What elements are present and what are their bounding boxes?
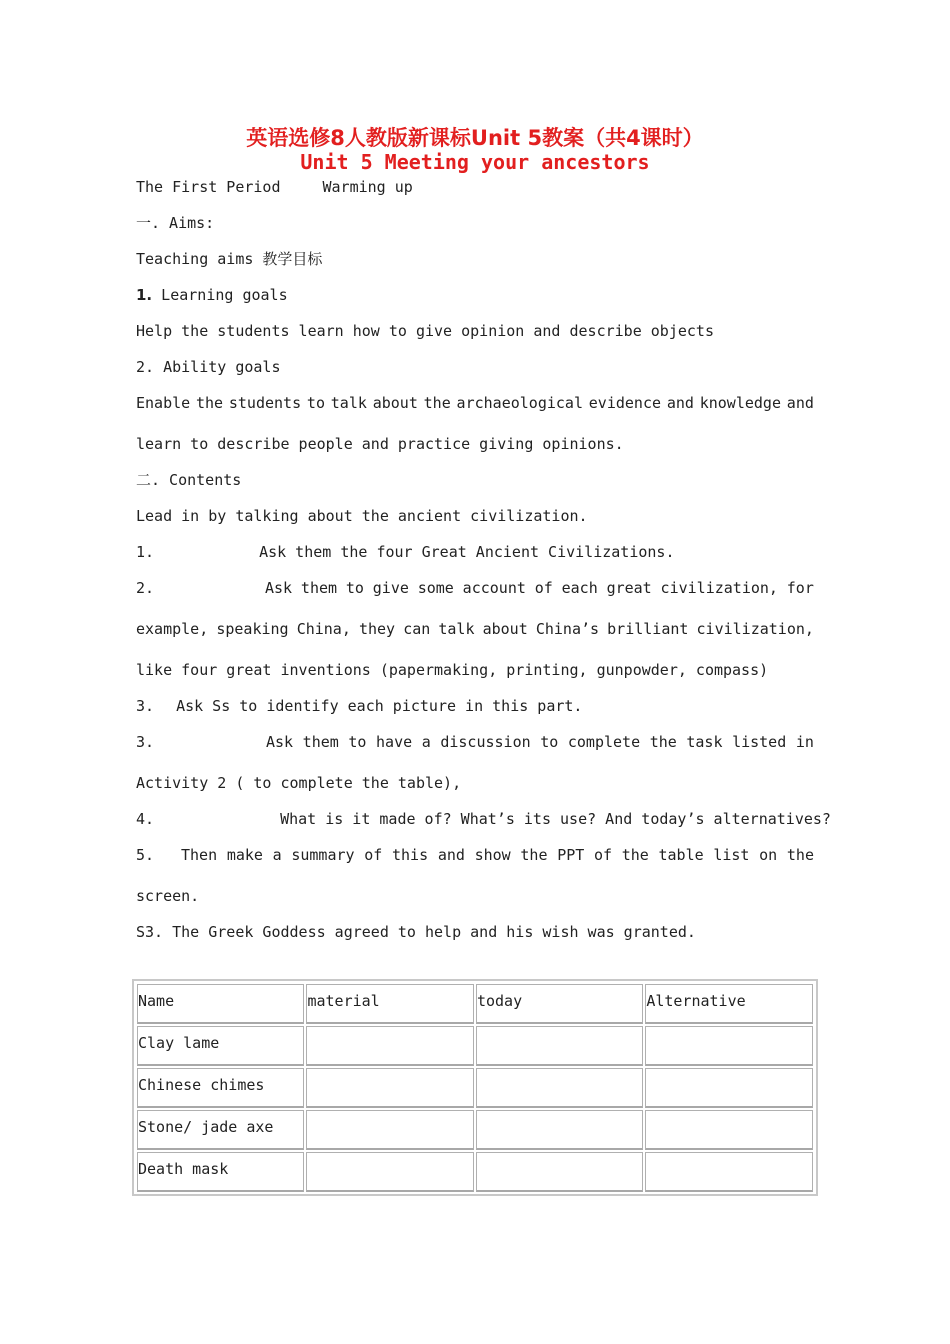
aims-heading: 一. Aims: — [136, 214, 215, 232]
step-3b-line-1 — [266, 732, 814, 752]
table-header-label: today — [476, 992, 523, 1010]
table-cell — [645, 1026, 813, 1066]
step-2-word: brilliant — [607, 620, 689, 638]
ability-goals-word: archaeological — [456, 394, 583, 412]
step-5-word: a — [272, 846, 282, 864]
ability-goals-word: talk — [330, 394, 367, 412]
table-cell — [476, 1152, 643, 1192]
step-3b-word: to — [540, 733, 559, 751]
ability-goals-word: the — [195, 394, 224, 412]
ability-goals-word: Enable — [136, 394, 191, 412]
step-2-word: some — [417, 579, 454, 597]
table-header-cell — [476, 984, 643, 1024]
step-3b-word: listed — [732, 733, 787, 751]
ability-goals-word: about — [372, 394, 418, 412]
ability-goals-word: evidence — [588, 394, 662, 412]
step-5-number: 5. — [136, 846, 155, 864]
step-2-line-2 — [136, 619, 814, 639]
ability-goals-word: and — [786, 394, 814, 412]
step-2-word: talk — [438, 620, 475, 638]
step-3a — [136, 696, 582, 716]
step-2-word: can — [403, 620, 431, 638]
step-3b-word: task — [686, 733, 723, 751]
table-header-cell — [137, 984, 304, 1024]
step-text: What is it made of? What’s its use? And today’s alternatives? — [280, 810, 831, 828]
step-5-word: the — [520, 846, 548, 864]
step-5-word: the — [786, 846, 814, 864]
step-2-word: they — [358, 620, 396, 638]
step-2-word: speaking — [216, 620, 289, 638]
lead-in-text: Lead in by talking about the ancient civilization. — [136, 507, 588, 525]
step-number: 3. — [136, 697, 155, 715]
table-cell — [476, 1026, 643, 1066]
table-cell — [306, 1026, 474, 1066]
step-4 — [136, 809, 831, 829]
table-header-label: Alternative — [646, 992, 746, 1010]
step-2-word: for — [786, 579, 814, 597]
table-header-cell — [645, 984, 813, 1024]
table-cell — [137, 1026, 304, 1066]
table-cell-text: Stone/ jade axe — [138, 1118, 274, 1136]
step-5-word: the — [621, 846, 649, 864]
step-5-word: on — [759, 846, 778, 864]
step-3b-line-2: Activity 2 ( to complete the table), — [136, 774, 462, 792]
step-number: 4. — [136, 810, 155, 828]
contents-heading: 二. Contents — [136, 471, 242, 489]
step-2-word: each — [561, 579, 598, 597]
table-cell — [476, 1110, 643, 1150]
period-name: The First Period — [136, 178, 281, 196]
step-2-word: China, — [296, 620, 351, 638]
step-5-line-1 — [181, 845, 814, 865]
step-1 — [136, 542, 674, 562]
step-text: Ask Ss to identify each picture in this part. — [176, 697, 583, 715]
step-3b-word: a — [421, 733, 431, 751]
ability-goals-word: and — [666, 394, 694, 412]
ability-goals-word: knowledge — [699, 394, 781, 412]
table-cell-text: Chinese chimes — [138, 1076, 265, 1094]
step-2-word: to — [345, 579, 364, 597]
step-2-word: great — [606, 579, 652, 597]
ability-goals-word: to — [306, 394, 325, 412]
ability-goals-heading: 2. Ability goals — [136, 358, 281, 376]
table-header-label: Name — [138, 992, 175, 1010]
step-5-word: show — [474, 846, 511, 864]
table-header-row — [137, 984, 813, 1024]
step-2-word: account — [462, 579, 526, 597]
table-cell — [137, 1152, 304, 1192]
step-2-line-1 — [265, 578, 814, 598]
step-5-word: this — [392, 846, 429, 864]
step-2-word: civilization, — [660, 579, 778, 597]
table-cell — [645, 1068, 813, 1108]
ability-goals-word: students — [228, 394, 302, 412]
activity-table-frame — [132, 979, 818, 1196]
step-3b-word: to — [348, 733, 367, 751]
step-2-word: of — [534, 579, 553, 597]
activity-table — [135, 982, 815, 1194]
step-3b-word: Ask — [266, 733, 294, 751]
table-cell — [306, 1110, 474, 1150]
table-header-cell — [306, 984, 474, 1024]
table-cell — [476, 1068, 643, 1108]
step-5-word: and — [437, 846, 465, 864]
step-5-word: Then — [181, 846, 218, 864]
step-2-number: 2. — [136, 579, 155, 597]
step-5-word: PPT — [557, 846, 585, 864]
step-5-line-2: screen. — [136, 887, 200, 905]
step-3b-word: have — [376, 733, 413, 751]
table-cell — [137, 1068, 304, 1108]
table-cell-text: Death mask — [138, 1160, 229, 1178]
table-cell-text: Clay lame — [138, 1034, 220, 1052]
step-3b-word: discussion — [440, 733, 531, 751]
document-title-english: Unit 5 Meeting your ancestors — [300, 150, 650, 174]
step-5-word: of — [364, 846, 383, 864]
learning-goals-heading — [136, 285, 288, 305]
step-5-word: table — [658, 846, 704, 864]
step-2-word: them — [300, 579, 338, 597]
table-cell — [306, 1152, 474, 1192]
step-3b-word: in — [795, 733, 814, 751]
step-3b-word: them — [302, 733, 339, 751]
period-topic: Warming up — [322, 178, 413, 196]
step-2-word: China’s — [535, 620, 600, 638]
step-text: Ask them the four Great Ancient Civilizations. — [259, 543, 675, 561]
table-row — [137, 1152, 813, 1192]
step-2-word: civilization, — [696, 620, 814, 638]
table-row — [137, 1026, 813, 1066]
table-header-label: material — [307, 992, 380, 1010]
greek-goddess-line: S3. The Greek Goddess agreed to help and his wish was granted. — [136, 923, 696, 941]
teaching-aims-heading: Teaching aims 教学目标 — [136, 250, 323, 268]
step-2-word: Ask — [265, 579, 293, 597]
ability-goals-line-1 — [136, 393, 814, 413]
step-2-word: example, — [136, 620, 209, 638]
table-cell — [137, 1110, 304, 1150]
step-2-word: about — [482, 620, 528, 638]
step-5-word: of — [593, 846, 613, 864]
step-3b-number: 3. — [136, 733, 155, 751]
document-title-chinese: 英语选修8人教版新课标Unit 5教案（共4课时） — [246, 126, 704, 150]
table-row — [137, 1110, 813, 1150]
step-2-word: give — [372, 579, 409, 597]
step-5-word: make — [226, 846, 263, 864]
ability-goals-line-2: learn to describe people and practice giving opinions. — [136, 435, 624, 453]
table-cell — [306, 1068, 474, 1108]
table-row — [137, 1068, 813, 1108]
step-5-word: list — [713, 846, 750, 864]
period-line — [136, 177, 413, 197]
step-number: 1. — [136, 543, 155, 561]
step-3b-word: complete — [567, 733, 641, 751]
ability-goals-word: the — [423, 394, 451, 412]
learning-goals-number: 1. — [136, 286, 153, 304]
learning-goals-label: Learning goals — [161, 286, 288, 304]
learning-goals-text: Help the students learn how to give opinion and describe objects — [136, 322, 714, 340]
table-cell — [645, 1152, 813, 1192]
step-5-word: summary — [291, 846, 355, 864]
table-cell — [645, 1110, 813, 1150]
step-2-line-3: like four great inventions (papermaking, printing, gunpowder, compass) — [136, 661, 769, 679]
step-3b-word: the — [649, 733, 677, 751]
